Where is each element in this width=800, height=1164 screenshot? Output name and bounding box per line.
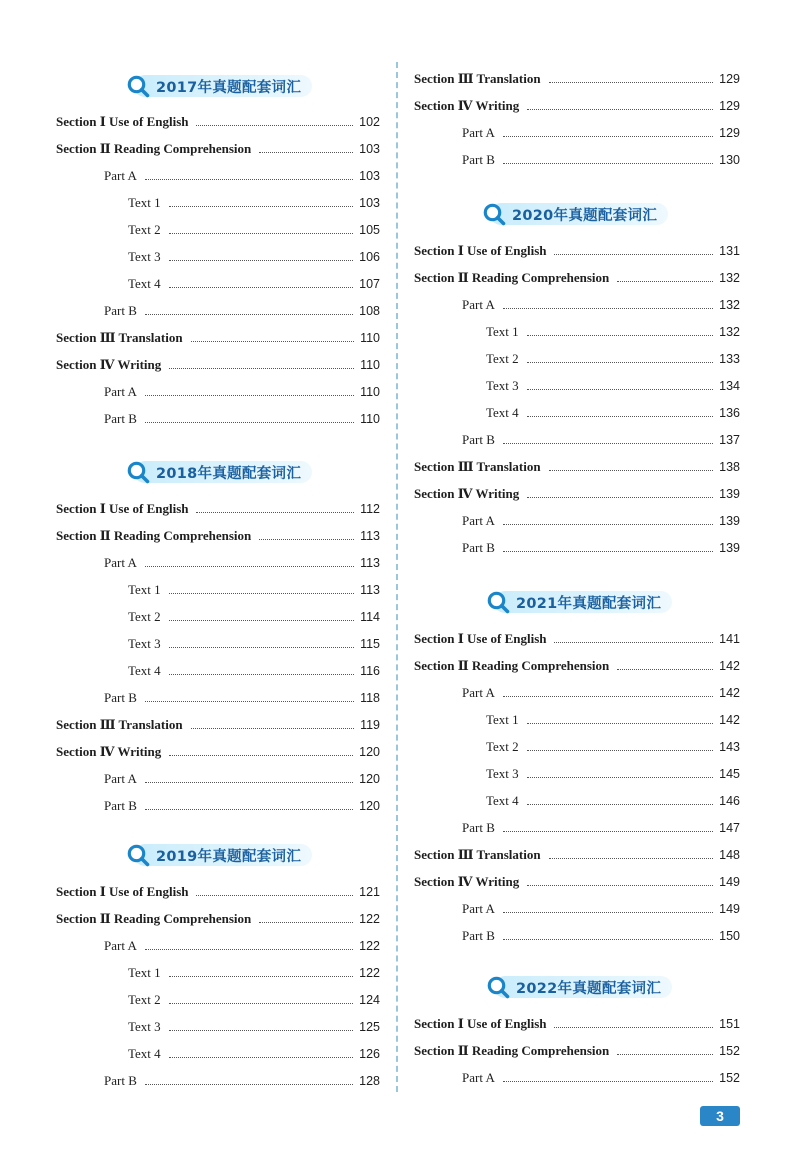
year-heading-title: 2019年真题配套词汇 <box>156 849 302 865</box>
toc-entry-text[interactable] <box>486 738 740 756</box>
toc-entry-section[interactable] <box>414 97 740 115</box>
toc-entry-label: Part A <box>462 685 495 700</box>
toc-entry-page-number: 110 <box>360 331 380 345</box>
page-number-badge: 3 <box>700 1106 740 1126</box>
toc-entry-text[interactable] <box>486 323 740 341</box>
toc-entry-page-number: 113 <box>360 556 380 570</box>
toc-entry-label: Text 3 <box>486 378 519 393</box>
toc-entry-label: Part A <box>104 938 137 953</box>
toc-entry-page-number: 131 <box>719 244 740 258</box>
toc-entry-page-number: 142 <box>719 659 740 673</box>
magnifier-icon <box>126 74 150 98</box>
year-heading <box>486 975 676 999</box>
dot-leader <box>169 593 354 594</box>
toc-entry-section[interactable] <box>414 846 740 864</box>
toc-entry-page-number: 132 <box>719 271 740 285</box>
toc-entry-section[interactable] <box>56 329 380 347</box>
dot-leader <box>503 524 713 525</box>
toc-entry-page-number: 143 <box>719 740 740 754</box>
dot-leader <box>527 109 713 110</box>
year-heading <box>126 74 316 98</box>
toc-entry-page-number: 120 <box>359 745 380 759</box>
dot-leader <box>145 809 353 810</box>
toc-entry-label: Part A <box>104 771 137 786</box>
dot-leader <box>259 152 353 153</box>
toc-entry-part[interactable] <box>104 1072 380 1090</box>
toc-entry-label: Section Ⅱ Reading Comprehension <box>414 270 610 285</box>
toc-entry-page-number: 103 <box>359 169 380 183</box>
dot-leader <box>169 233 353 234</box>
toc-entry-part[interactable] <box>104 770 380 788</box>
toc-entry-text[interactable] <box>486 792 740 810</box>
toc-entry-label: Text 4 <box>486 405 519 420</box>
toc-entry-label: Section Ⅰ Use of English <box>56 114 189 129</box>
toc-entry-label: Section Ⅰ Use of English <box>56 501 189 516</box>
toc-entry-label: Text 2 <box>486 351 519 366</box>
toc-entry-label: Section Ⅱ Reading Comprehension <box>56 911 252 926</box>
toc-entry-label: Section Ⅳ Writing <box>414 98 520 113</box>
toc-entry-page-number: 102 <box>359 115 380 129</box>
dot-leader <box>554 254 713 255</box>
toc-entry-page-number: 103 <box>359 196 380 210</box>
dot-leader <box>145 566 354 567</box>
dot-leader <box>169 206 353 207</box>
toc-entry-part[interactable] <box>462 900 740 918</box>
toc-entry-label: Part A <box>462 1070 495 1085</box>
year-heading-title: 2017年真题配套词汇 <box>156 80 302 96</box>
dot-leader <box>527 335 713 336</box>
toc-entry-text[interactable] <box>128 608 380 626</box>
toc-entry-text[interactable] <box>128 1018 380 1036</box>
year-heading-title: 2018年真题配套词汇 <box>156 466 302 482</box>
toc-entry-label: Section Ⅰ Use of English <box>414 631 547 646</box>
toc-entry-label: Section Ⅱ Reading Comprehension <box>414 658 610 673</box>
toc-entry-part[interactable] <box>462 431 740 449</box>
dot-leader <box>527 777 713 778</box>
toc-entry-label: Text 3 <box>128 1019 161 1034</box>
toc-entry-label: Section Ⅳ Writing <box>56 744 162 759</box>
dot-leader <box>169 620 354 621</box>
toc-entry-label: Text 4 <box>486 793 519 808</box>
dot-leader <box>191 728 354 729</box>
dot-leader <box>145 179 353 180</box>
toc-entry-section[interactable] <box>414 485 740 503</box>
year-heading <box>126 460 316 484</box>
toc-entry-text[interactable] <box>128 1045 380 1063</box>
magnifier-icon <box>482 202 506 226</box>
dot-leader <box>617 669 713 670</box>
toc-entry-page-number: 129 <box>719 126 740 140</box>
toc-entry-label: Section Ⅰ Use of English <box>56 884 189 899</box>
toc-entry-part[interactable] <box>104 167 380 185</box>
toc-entry-part[interactable] <box>462 819 740 837</box>
column-divider <box>396 62 398 1092</box>
toc-entry-page-number: 110 <box>360 358 380 372</box>
toc-entry-label: Section Ⅲ Translation <box>56 717 183 732</box>
toc-entry-page-number: 119 <box>360 718 380 732</box>
year-heading <box>482 202 672 226</box>
toc-entry-page-number: 122 <box>359 912 380 926</box>
dot-leader <box>527 497 713 498</box>
toc-entry-page-number: 139 <box>719 541 740 555</box>
toc-entry-page-number: 132 <box>719 325 740 339</box>
toc-entry-label: Part B <box>462 152 495 167</box>
dot-leader <box>145 314 353 315</box>
toc-entry-section[interactable] <box>56 140 380 158</box>
toc-entry-page-number: 110 <box>360 385 380 399</box>
dot-leader <box>503 912 713 913</box>
dot-leader <box>554 642 713 643</box>
toc-entry-label: Text 2 <box>128 992 161 1007</box>
dot-leader <box>527 885 713 886</box>
toc-entry-label: Part A <box>104 168 137 183</box>
dot-leader <box>259 922 353 923</box>
toc-entry-part[interactable] <box>462 512 740 530</box>
toc-entry-page-number: 114 <box>360 610 380 624</box>
toc-entry-label: Section Ⅱ Reading Comprehension <box>56 528 252 543</box>
dot-leader <box>527 362 713 363</box>
toc-entry-section[interactable] <box>56 113 380 131</box>
toc-entry-page-number: 129 <box>719 99 740 113</box>
dot-leader <box>527 750 713 751</box>
toc-entry-text[interactable] <box>128 275 380 293</box>
toc-entry-page-number: 112 <box>360 502 380 516</box>
dot-leader <box>549 858 714 859</box>
toc-entry-section[interactable] <box>414 242 740 260</box>
toc-entry-text[interactable] <box>128 221 380 239</box>
toc-entry-section[interactable] <box>414 1042 740 1060</box>
toc-entry-section[interactable] <box>56 500 380 518</box>
toc-entry-section[interactable] <box>414 630 740 648</box>
toc-entry-label: Section Ⅲ Translation <box>414 847 541 862</box>
dot-leader <box>527 804 713 805</box>
dot-leader <box>503 696 713 697</box>
toc-entry-section[interactable] <box>414 269 740 287</box>
toc-entry-page-number: 115 <box>360 637 380 651</box>
toc-entry-part[interactable] <box>462 927 740 945</box>
toc-entry-text[interactable] <box>486 377 740 395</box>
toc-entry-text[interactable] <box>486 404 740 422</box>
toc-entry-page-number: 139 <box>719 514 740 528</box>
toc-entry-page-number: 134 <box>719 379 740 393</box>
toc-entry-page-number: 137 <box>719 433 740 447</box>
dot-leader <box>145 395 354 396</box>
toc-entry-page-number: 142 <box>719 686 740 700</box>
dot-leader <box>554 1027 713 1028</box>
dot-leader <box>617 281 713 282</box>
dot-leader <box>169 976 353 977</box>
toc-entry-page-number: 107 <box>359 277 380 291</box>
toc-entry-section[interactable] <box>414 458 740 476</box>
year-heading-title: 2020年真题配套词汇 <box>512 208 658 224</box>
dot-leader <box>503 551 713 552</box>
toc-entry-part[interactable] <box>104 383 380 401</box>
toc-entry-page-number: 130 <box>719 153 740 167</box>
dot-leader <box>549 470 714 471</box>
toc-entry-page-number: 125 <box>359 1020 380 1034</box>
toc-entry-page-number: 142 <box>719 713 740 727</box>
toc-entry-page-number: 120 <box>359 799 380 813</box>
dot-leader <box>169 674 354 675</box>
dot-leader <box>196 512 354 513</box>
toc-entry-page-number: 129 <box>719 72 740 86</box>
toc-entry-label: Text 1 <box>486 712 519 727</box>
dot-leader <box>503 443 713 444</box>
toc-entry-section[interactable] <box>56 910 380 928</box>
magnifier-icon <box>126 843 150 867</box>
dot-leader <box>527 416 713 417</box>
toc-entry-label: Part B <box>104 1073 137 1088</box>
dot-leader <box>196 895 353 896</box>
dot-leader <box>169 368 354 369</box>
toc-entry-label: Part A <box>462 297 495 312</box>
toc-entry-label: Part A <box>462 901 495 916</box>
dot-leader <box>169 1030 353 1031</box>
toc-entry-page-number: 149 <box>719 875 740 889</box>
toc-entry-page-number: 146 <box>719 794 740 808</box>
toc-entry-label: Part A <box>462 125 495 140</box>
toc-entry-page-number: 122 <box>359 939 380 953</box>
toc-entry-text[interactable] <box>128 662 380 680</box>
toc-entry-label: Text 1 <box>128 582 161 597</box>
dot-leader <box>617 1054 713 1055</box>
toc-entry-page-number: 121 <box>359 885 380 899</box>
dot-leader <box>259 539 354 540</box>
toc-entry-label: Part A <box>462 513 495 528</box>
toc-entry-label: Section Ⅰ Use of English <box>414 1016 547 1031</box>
toc-entry-section[interactable] <box>56 356 380 374</box>
dot-leader <box>503 136 713 137</box>
toc-entry-label: Section Ⅲ Translation <box>56 330 183 345</box>
dot-leader <box>196 125 353 126</box>
toc-entry-label: Section Ⅰ Use of English <box>414 243 547 258</box>
toc-entry-label: Text 1 <box>128 965 161 980</box>
toc-entry-page-number: 139 <box>719 487 740 501</box>
toc-entry-label: Text 2 <box>128 609 161 624</box>
toc-entry-page-number: 108 <box>359 304 380 318</box>
toc-entry-text[interactable] <box>128 581 380 599</box>
toc-entry-label: Text 4 <box>128 1046 161 1061</box>
toc-entry-part[interactable] <box>462 151 740 169</box>
toc-entry-section[interactable] <box>56 527 380 545</box>
toc-entry-label: Part B <box>462 540 495 555</box>
dot-leader <box>169 1003 353 1004</box>
toc-entry-section[interactable] <box>414 657 740 675</box>
toc-entry-page-number: 151 <box>719 1017 740 1031</box>
dot-leader <box>169 647 354 648</box>
magnifier-icon <box>126 460 150 484</box>
year-heading <box>486 590 676 614</box>
toc-entry-page-number: 116 <box>360 664 380 678</box>
toc-entry-label: Text 3 <box>128 636 161 651</box>
dot-leader <box>503 939 713 940</box>
toc-entry-page-number: 113 <box>360 583 380 597</box>
toc-entry-page-number: 126 <box>359 1047 380 1061</box>
toc-entry-part[interactable] <box>462 684 740 702</box>
dot-leader <box>503 1081 713 1082</box>
dot-leader <box>527 389 713 390</box>
toc-entry-label: Text 1 <box>128 195 161 210</box>
toc-entry-section[interactable] <box>414 70 740 88</box>
dot-leader <box>503 163 713 164</box>
toc-entry-label: Text 4 <box>128 663 161 678</box>
toc-entry-label: Part A <box>104 555 137 570</box>
toc-entry-page-number: 152 <box>719 1071 740 1085</box>
toc-entry-page-number: 124 <box>359 993 380 1007</box>
dot-leader <box>191 341 354 342</box>
toc-entry-label: Part B <box>104 798 137 813</box>
toc-entry-label: Text 3 <box>128 249 161 264</box>
toc-entry-section[interactable] <box>414 873 740 891</box>
toc-entry-section[interactable] <box>56 743 380 761</box>
dot-leader <box>145 949 353 950</box>
toc-entry-label: Text 1 <box>486 324 519 339</box>
toc-entry-page-number: 147 <box>719 821 740 835</box>
toc-entry-part[interactable] <box>462 1069 740 1087</box>
toc-entry-page-number: 152 <box>719 1044 740 1058</box>
toc-entry-part[interactable] <box>462 539 740 557</box>
toc-entry-part[interactable] <box>104 689 380 707</box>
dot-leader <box>145 1084 353 1085</box>
dot-leader <box>549 82 714 83</box>
toc-entry-text[interactable] <box>128 635 380 653</box>
toc-entry-section[interactable] <box>56 716 380 734</box>
toc-entry-label: Text 3 <box>486 766 519 781</box>
toc-entry-page-number: 150 <box>719 929 740 943</box>
dot-leader <box>169 755 353 756</box>
toc-entry-page-number: 145 <box>719 767 740 781</box>
magnifier-icon <box>486 590 510 614</box>
toc-entry-text[interactable] <box>486 765 740 783</box>
toc-entry-page-number: 148 <box>719 848 740 862</box>
toc-entry-label: Text 2 <box>128 222 161 237</box>
toc-entry-page-number: 138 <box>719 460 740 474</box>
toc-entry-part[interactable] <box>104 302 380 320</box>
toc-entry-part[interactable] <box>462 296 740 314</box>
toc-entry-page-number: 122 <box>359 966 380 980</box>
toc-entry-label: Part B <box>462 928 495 943</box>
toc-entry-label: Part B <box>462 820 495 835</box>
dot-leader <box>503 831 713 832</box>
toc-entry-label: Text 2 <box>486 739 519 754</box>
toc-entry-text[interactable] <box>128 991 380 1009</box>
toc-entry-part[interactable] <box>462 124 740 142</box>
toc-entry-label: Part B <box>104 303 137 318</box>
toc-entry-page-number: 133 <box>719 352 740 366</box>
toc-entry-page-number: 105 <box>359 223 380 237</box>
toc-entry-text[interactable] <box>128 964 380 982</box>
toc-entry-label: Part B <box>462 432 495 447</box>
toc-entry-label: Section Ⅱ Reading Comprehension <box>56 141 252 156</box>
toc-entry-label: Section Ⅳ Writing <box>414 486 520 501</box>
toc-entry-page-number: 106 <box>359 250 380 264</box>
magnifier-icon <box>486 975 510 999</box>
year-heading-title: 2021年真题配套词汇 <box>516 596 662 612</box>
dot-leader <box>169 260 353 261</box>
toc-entry-label: Part A <box>104 384 137 399</box>
dot-leader <box>503 308 713 309</box>
year-heading-title: 2022年真题配套词汇 <box>516 981 662 997</box>
toc-entry-text[interactable] <box>128 248 380 266</box>
toc-entry-label: Section Ⅱ Reading Comprehension <box>414 1043 610 1058</box>
toc-entry-part[interactable] <box>104 410 380 428</box>
toc-entry-page-number: 110 <box>360 412 380 426</box>
dot-leader <box>145 422 354 423</box>
year-heading <box>126 843 316 867</box>
toc-entry-page-number: 118 <box>360 691 380 705</box>
toc-entry-page-number: 132 <box>719 298 740 312</box>
toc-entry-page-number: 113 <box>360 529 380 543</box>
toc-entry-section[interactable] <box>414 1015 740 1033</box>
toc-entry-page-number: 103 <box>359 142 380 156</box>
toc-entry-page-number: 128 <box>359 1074 380 1088</box>
toc-entry-part[interactable] <box>104 797 380 815</box>
dot-leader <box>169 287 353 288</box>
toc-entry-part[interactable] <box>104 937 380 955</box>
toc-entry-page-number: 120 <box>359 772 380 786</box>
dot-leader <box>145 782 353 783</box>
toc-entry-label: Part B <box>104 690 137 705</box>
toc-entry-label: Section Ⅲ Translation <box>414 459 541 474</box>
toc-entry-part[interactable] <box>104 554 380 572</box>
toc-entry-label: Text 4 <box>128 276 161 291</box>
toc-entry-label: Section Ⅲ Translation <box>414 71 541 86</box>
toc-entry-label: Section Ⅳ Writing <box>56 357 162 372</box>
toc-entry-page-number: 136 <box>719 406 740 420</box>
toc-entry-text[interactable] <box>128 194 380 212</box>
dot-leader <box>145 701 354 702</box>
toc-entry-text[interactable] <box>486 350 740 368</box>
toc-entry-page-number: 141 <box>719 632 740 646</box>
dot-leader <box>527 723 713 724</box>
dot-leader <box>169 1057 353 1058</box>
toc-entry-label: Section Ⅳ Writing <box>414 874 520 889</box>
toc-entry-label: Part B <box>104 411 137 426</box>
toc-entry-text[interactable] <box>486 711 740 729</box>
toc-entry-section[interactable] <box>56 883 380 901</box>
toc-entry-page-number: 149 <box>719 902 740 916</box>
